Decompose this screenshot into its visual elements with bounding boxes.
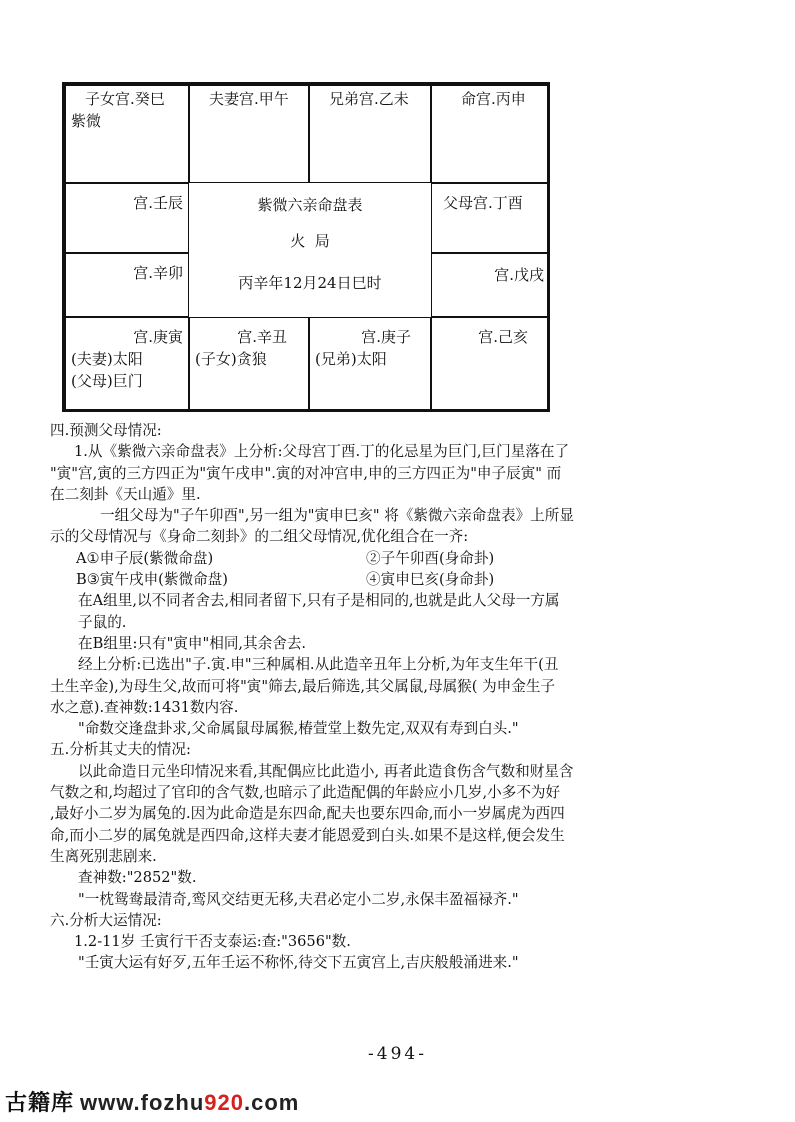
section-6-title: 六.分析大运情况: (50, 911, 162, 929)
group-a-row (50, 548, 740, 569)
destiny-chart-grid (62, 82, 550, 412)
paragraph: 气数之和,均超过了官印的含气数,也暗示了此造配偶的年龄应小几岁,小多不为好 (50, 784, 561, 802)
cell-wuxu-palace (431, 253, 550, 317)
paragraph: 在二刻卦《天山遁》里. (50, 485, 201, 503)
chart-birth-date: 丙辛年12月24日巳时 (238, 274, 382, 292)
cell-siblings-palace (309, 85, 431, 183)
verse-quote: "壬寅大运有好歹,五年壬运不称怀,待交下五寅宫上,吉庆般般涌进来." (78, 954, 519, 972)
paragraph: 经上分析:已选出"子.寅.申"三种属相.从此造辛丑年上分析,为年支生年干(丑 (78, 656, 559, 674)
group-b-row (50, 569, 740, 590)
paragraph: 查神数:"2852"数. (78, 869, 197, 887)
xinmao-palace-label: 宫.辛卯 (133, 264, 183, 282)
paragraph: 命,而小二岁的属兔就是西四命,这样夫妻才能恩爱到白头.如果不是这样,便会发生 (50, 826, 565, 844)
verse-quote: "一枕鸳鸯最清奇,鸾风交结更无移,夫君必定小二岁,永保丰盈福禄齐." (78, 890, 519, 908)
children-palace-star: 紫微 (71, 112, 102, 130)
gengyin-parents-star: (父母)巨门 (71, 372, 143, 390)
chart-element-bureau: 火 局 (290, 232, 330, 250)
cell-life-palace (431, 85, 550, 183)
section-5-title: 五.分析其丈夫的情况: (50, 741, 191, 759)
gengyin-spouse-star: (夫妻)太阳 (71, 350, 143, 368)
page-number: -494- (368, 1044, 427, 1064)
cell-children-palace (65, 85, 189, 183)
chart-title: 紫微六亲命盘表 (257, 196, 363, 214)
paragraph: 一组父母为"子午卯酉",另一组为"寅申巳亥" 将《紫微六亲命盘表》上所显 (100, 507, 574, 525)
cell-jihai-palace (431, 317, 550, 412)
renchen-palace-label: 宫.壬辰 (133, 194, 183, 212)
gengzi-siblings-star: (兄弟)太阳 (315, 350, 387, 368)
section-4-title: 四.预测父母情况: (50, 422, 162, 439)
footer-watermark (0, 1083, 795, 1122)
cell-xinchou-palace (189, 317, 309, 412)
paragraph: 示的父母情况与《身命二刻卦》的二组父母情况,优化组合在一齐: (50, 528, 469, 546)
paragraph: "寅"宫,寅的三方四正为"寅午戌申".寅的对冲宫申,申的三方四正为"申子辰寅" 而 (50, 464, 562, 482)
cell-gengzi-palace (309, 317, 431, 412)
url-suffix: .com (244, 1090, 300, 1115)
siblings-palace-label: 兄弟宫.乙未 (329, 90, 409, 108)
children-palace-label: 子女宫.癸巳 (85, 90, 165, 108)
footer-brand: 古籍库 (5, 1090, 75, 1115)
body-text (50, 420, 740, 974)
paragraph: 水之意).查神数:1431数内容. (50, 698, 239, 716)
cell-renchen-palace (65, 183, 189, 253)
chart-center (189, 182, 431, 317)
xinchou-palace-label: 宫.辛丑 (237, 328, 287, 346)
parents-palace-label: 父母宫.丁酉 (443, 194, 523, 212)
cell-spouse-palace (189, 85, 309, 183)
life-palace-label: 命宫.丙申 (461, 90, 526, 108)
spouse-palace-label: 夫妻宫.甲午 (209, 90, 289, 108)
group-a-right: ②子午卯酉(身命卦) (366, 549, 495, 567)
cell-gengyin-palace (65, 317, 189, 412)
paragraph: 子鼠的. (78, 613, 127, 631)
paragraph: 在A组里,以不同者舍去,相同者留下,只有子是相同的,也就是此人父母一方属 (78, 592, 560, 610)
xinchou-children-star: (子女)贪狼 (195, 350, 267, 368)
cell-parents-palace (431, 183, 550, 253)
paragraph: 在B组里:只有"寅申"相同,其余舍去. (78, 634, 307, 652)
paragraph: 以此命造日元坐印情况来看,其配偶应比此造小, 再者此造食伤含气数和财星含 (78, 762, 574, 780)
group-b-right: ④寅申巳亥(身命卦) (366, 571, 495, 589)
jihai-palace-label: 宫.己亥 (478, 328, 528, 346)
paragraph: 生离死别悲剧来. (50, 847, 157, 865)
wuxu-palace-label: 宫.戊戌 (494, 266, 544, 284)
verse-quote: "命数交逢盘卦求,父命属鼠母属猴,椿萱堂上数先定,双双有寿到白头." (78, 720, 519, 738)
url-prefix: www.fozhu (80, 1090, 205, 1115)
paragraph: 1.从《紫微六亲命盘表》上分析:父母宫丁酉.丁的化忌星为巨门,巨门星落在了 (74, 443, 570, 461)
cell-xinmao-palace (65, 253, 189, 317)
gengzi-palace-label: 宫.庚子 (361, 328, 411, 346)
footer-url[interactable] (80, 1083, 299, 1122)
url-number: 920 (204, 1090, 244, 1115)
gengyin-palace-label: 宫.庚寅 (133, 328, 183, 346)
paragraph: 1.2-11岁 壬寅行干否支泰运:查:"3656"数. (74, 933, 351, 951)
group-b-left: B③寅午戌申(紫微命盘) (76, 571, 228, 589)
paragraph: ,最好小二岁为属兔的.因为此命造是东四命,配夫也要东四命,而小一岁属虎为西四 (50, 805, 565, 823)
paragraph: 土生辛金),为母生父,故而可将"寅"筛去,最后筛选,其父属鼠,母属猴( 为申金生子 (50, 677, 556, 695)
group-a-left: A①申子辰(紫微命盘) (76, 549, 214, 567)
